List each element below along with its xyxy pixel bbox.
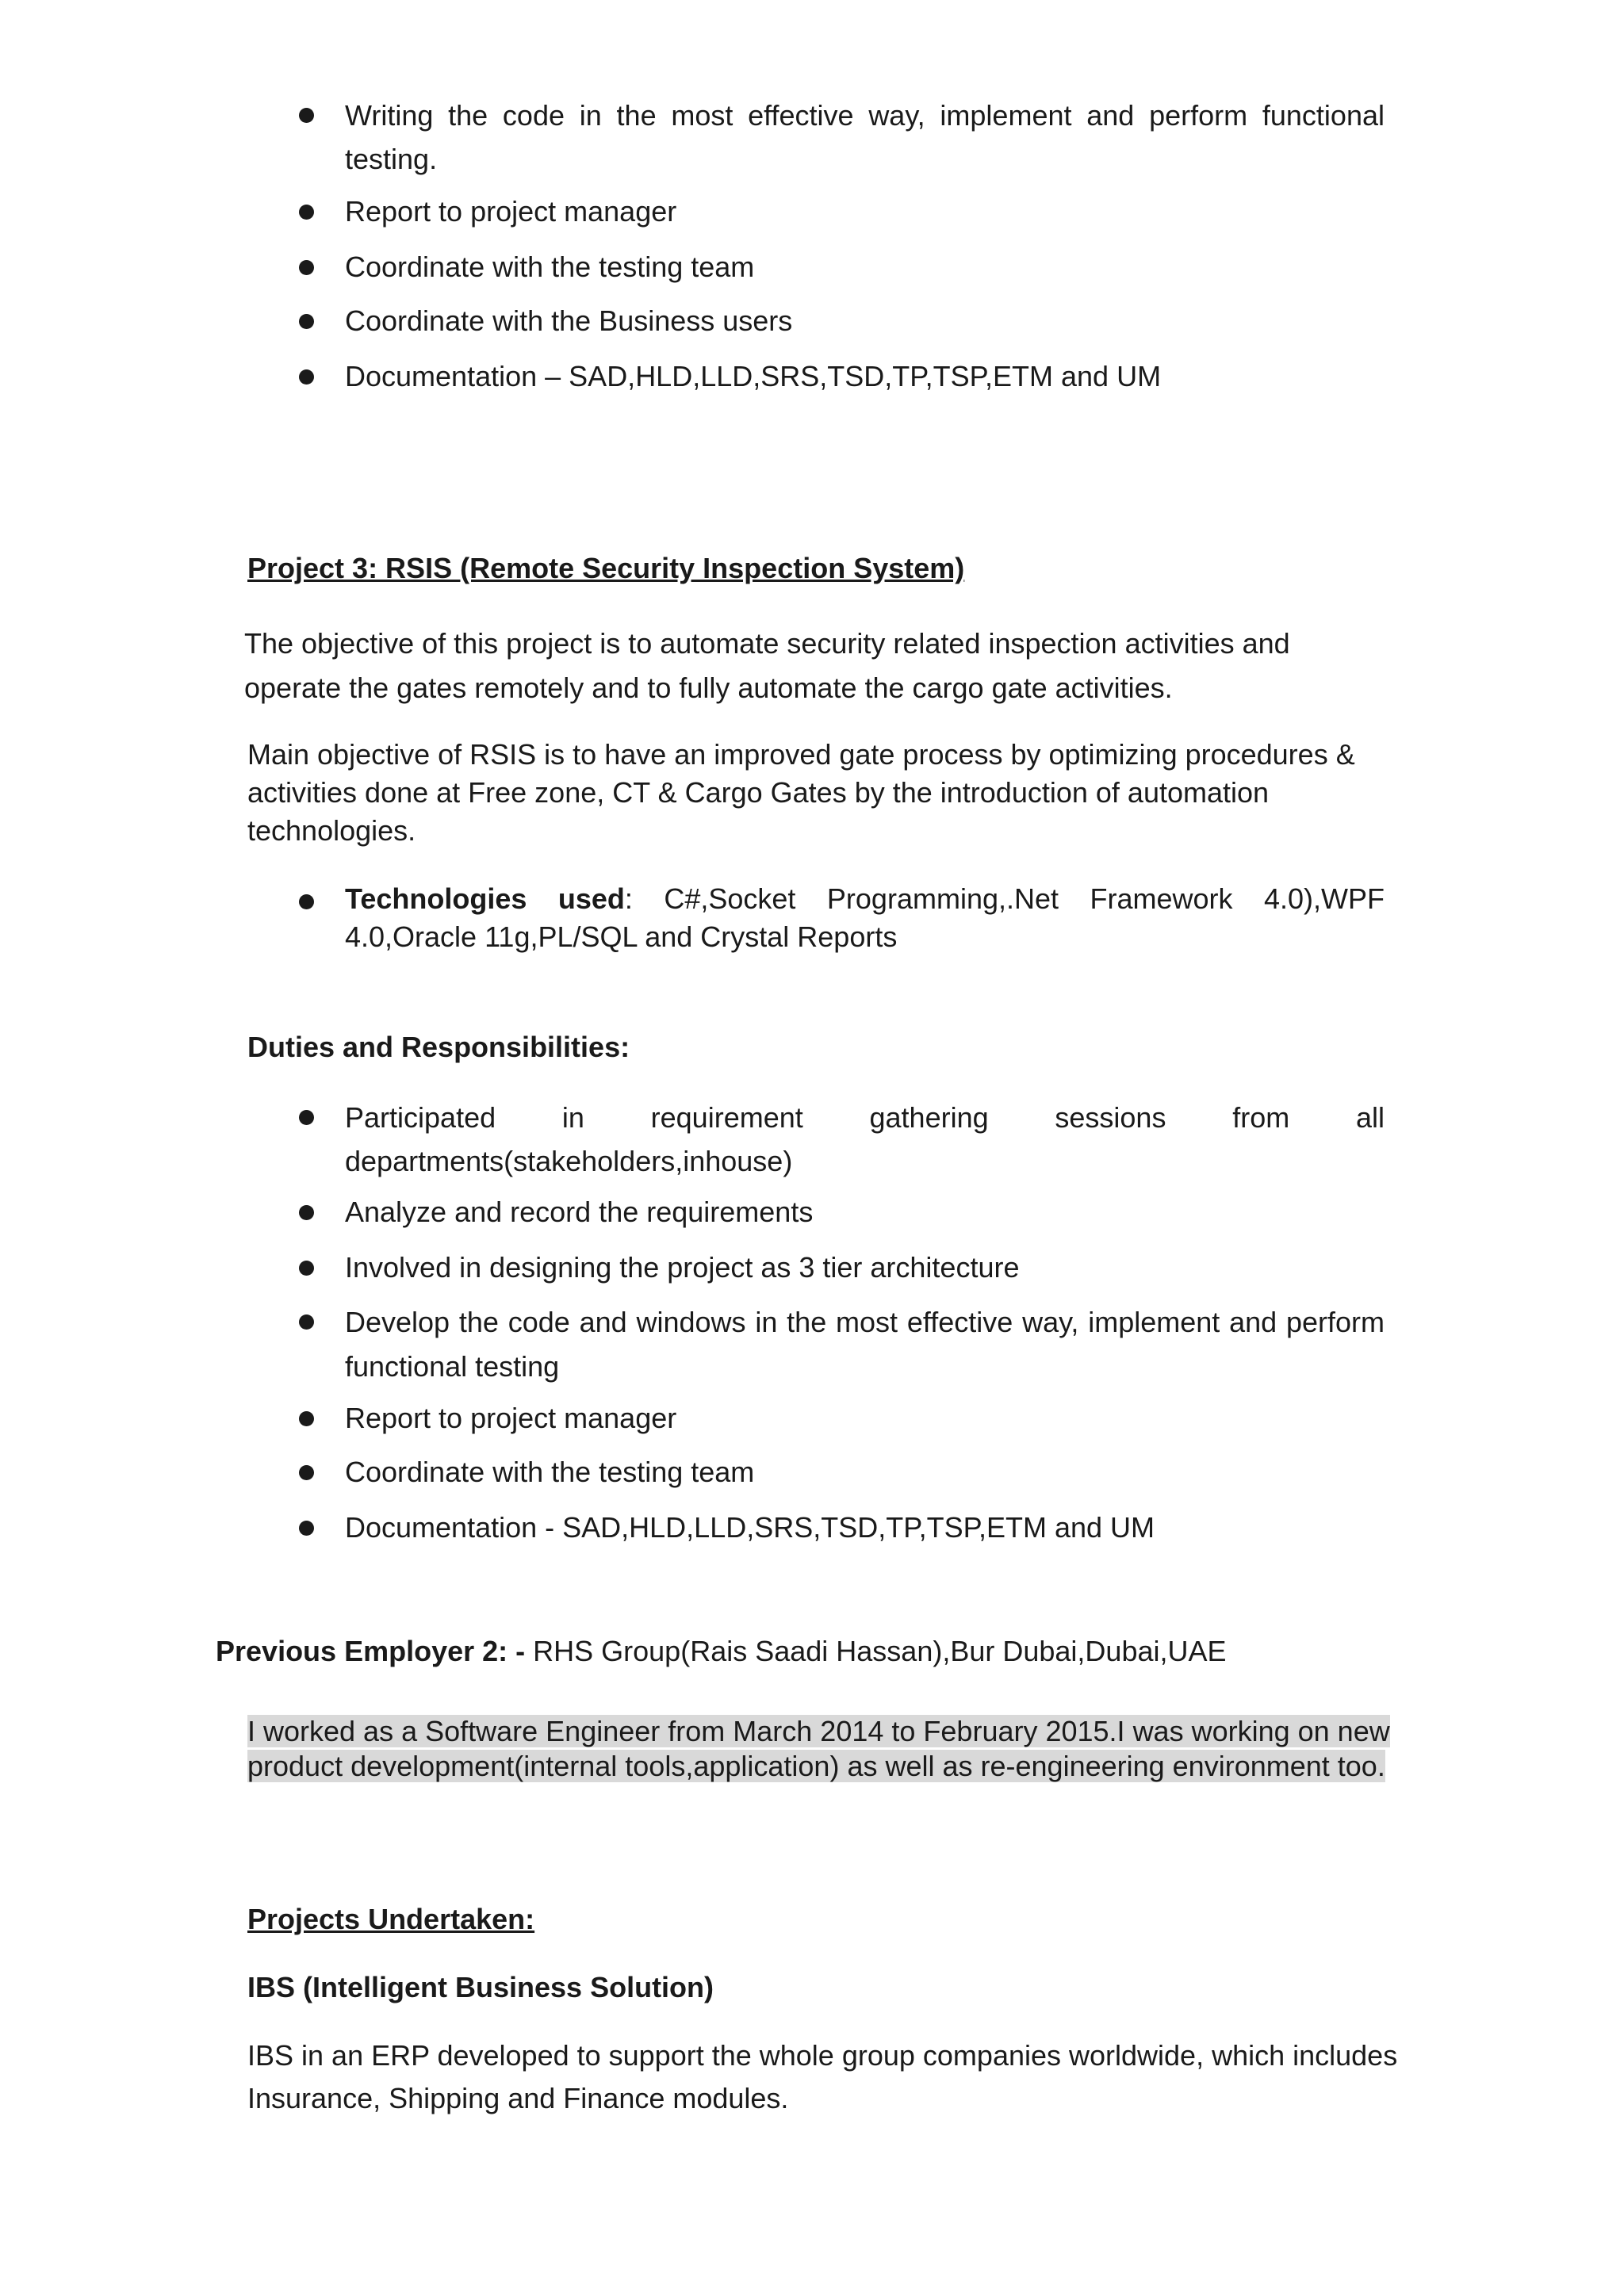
bullet-dot <box>299 1110 314 1125</box>
ibs-line-2: Insurance, Shipping and Finance modules. <box>247 2082 789 2114</box>
summary-line <box>247 1714 1390 1749</box>
bullet-dot <box>299 1205 314 1220</box>
bullet-dot <box>299 894 314 909</box>
list-item: Documentation - SAD,HLD,LLD,SRS,TSD,TP,TSP,ETM and UM <box>345 1511 1155 1544</box>
projects-undertaken-heading: Projects Undertaken: <box>247 1903 535 1935</box>
technologies-label: Technologies used <box>345 882 625 915</box>
summary-line <box>247 1749 1390 1784</box>
project-3-objective: The objective of this project is to automate security related inspection activities and operate the gates remotely and to fully automate the cargo gate activities. <box>244 627 1290 704</box>
list-item: Report to project manager <box>345 195 677 228</box>
project-3-title: Project 3: RSIS (Remote Security Inspection System) <box>247 552 965 584</box>
list-item: Involved in designing the project as 3 tier architecture <box>345 1251 1020 1284</box>
ibs-line-1: IBS in an ERP developed to support the whole group companies worldwide, which includes <box>247 2039 1398 2072</box>
bullet-dot <box>299 369 314 385</box>
list-item: Writing the code in the most effective way, implement and perform functional testing. <box>345 99 1385 175</box>
list-item: Analyze and record the requirements <box>345 1196 814 1228</box>
bullet-dot <box>299 1261 314 1276</box>
list-item <box>345 1096 1385 1183</box>
bullet-dot <box>299 1314 314 1330</box>
ibs-title: IBS (Intelligent Business Solution) <box>247 1971 714 2003</box>
list-item: Report to project manager <box>345 1402 677 1434</box>
employer-label: Previous Employer 2: - <box>216 1635 526 1667</box>
previous-employer-2 <box>216 1630 1227 1673</box>
list-item: Coordinate with the testing team <box>345 1456 755 1488</box>
list-item: Develop the code and windows in the most effective way, implement and perform functional testing <box>345 1306 1385 1383</box>
list-item-line <box>345 1096 1385 1183</box>
employer-summary <box>247 1714 1390 1784</box>
duties-heading: Duties and Responsibilities: <box>247 1031 630 1063</box>
bullet-dot <box>299 314 314 329</box>
project-3-main-objective: Main objective of RSIS is to have an improved gate process by optimizing procedures & activities done at Free zone, CT & Cargo Gates by the introduction of automation technologies. <box>247 738 1355 847</box>
summary-line-1: I worked as a Software Engineer from March 2014 to February 2015.I was working on new <box>247 1715 1390 1747</box>
list-item: Coordinate with the testing team <box>345 251 755 283</box>
bullet-dot <box>299 205 314 220</box>
bullet-dot <box>299 1411 314 1426</box>
bullet-dot <box>299 108 314 123</box>
technologies-value: : C#,Socket Programming,.Net Framework 4.0),WPF 4.0,Oracle 11g,PL/SQL and Crystal Reports <box>345 882 1385 953</box>
list-item: Coordinate with the Business users <box>345 304 793 337</box>
ibs-description <box>247 2034 1397 2120</box>
bullet-dot <box>299 1465 314 1480</box>
technologies-used <box>345 880 1385 956</box>
list-item: Documentation – SAD,HLD,LLD,SRS,TSD,TP,TSP,ETM and UM <box>345 360 1162 392</box>
employer-value: RHS Group(Rais Saadi Hassan),Bur Dubai,Dubai,UAE <box>525 1635 1227 1667</box>
bullet-dot <box>299 260 314 275</box>
list-item-text: Participated in requirement gathering sessions from all departments(stakeholders,inhouse) <box>345 1101 1385 1177</box>
summary-line-2: product development(internal tools,application) as well as re-engineering environment too. <box>247 1750 1385 1782</box>
bullet-dot <box>299 1521 314 1536</box>
